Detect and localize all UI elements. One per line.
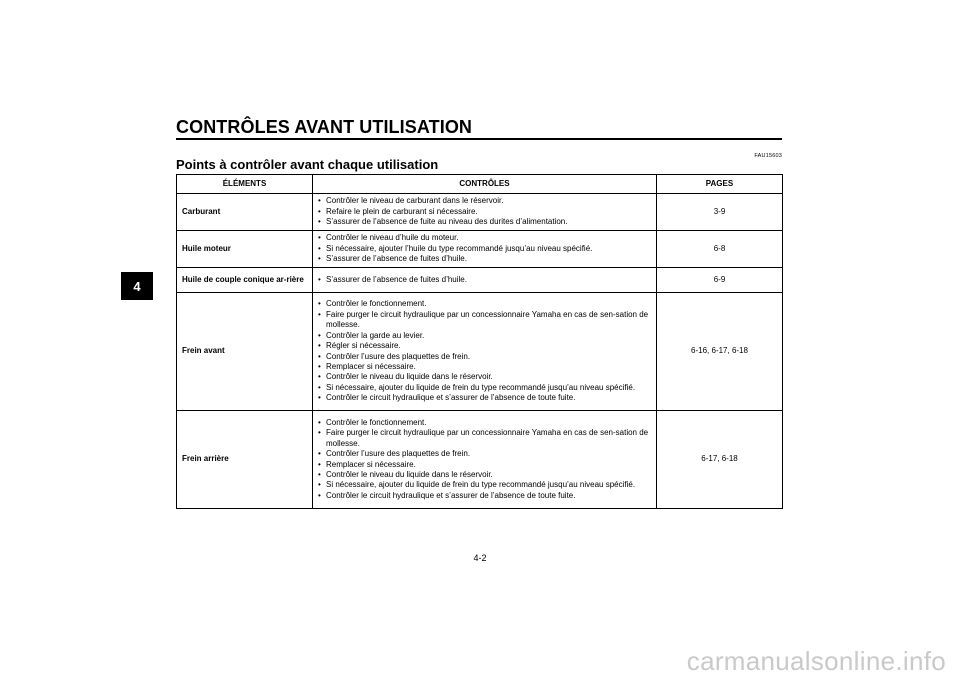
table-row [177,231,783,268]
row-item: Frein arrière [177,411,313,509]
checks-table [176,174,783,509]
list-item: • Contrôler le niveau du liquide dans le réservoir. [318,372,651,382]
list-item: • Contrôler le fonctionnement. [318,418,651,428]
checks-list [318,233,651,264]
checks-list [318,418,651,501]
section-title: Points à contrôler avant chaque utilisation [176,157,439,172]
list-item: • Contrôler le circuit hydraulique et s’assurer de l’absence de toute fuite. [318,393,651,403]
checks-list [318,299,651,403]
table-row [177,194,783,231]
list-item: • Contrôler la garde au levier. [318,331,651,341]
list-item: • Contrôler le niveau du liquide dans le réservoir. [318,470,651,480]
reference-code: FAU15603 [754,153,782,159]
list-item: • Contrôler le niveau d’huile du moteur. [318,233,651,243]
list-item: • Si nécessaire, ajouter du liquide de frein du type recommandé jusqu’au niveau spécifié. [318,383,651,393]
header-pages: PAGES [657,175,783,194]
row-item: Carburant [177,194,313,231]
row-item: Frein avant [177,293,313,411]
row-item: Huile moteur [177,231,313,268]
list-item: • S’assurer de l’absence de fuite au niveau des durites d’alimentation. [318,217,651,227]
page-number: 4-2 [473,553,487,563]
list-item: • Contrôler le fonctionnement. [318,299,651,309]
list-item: • Contrôler l’usure des plaquettes de frein. [318,449,651,459]
table-row [177,293,783,411]
row-checks [313,231,657,268]
list-item: • Si nécessaire, ajouter l’huile du type recommandé jusqu’au niveau spécifié. [318,244,651,254]
list-item: • Si nécessaire, ajouter du liquide de frein du type recommandé jusqu’au niveau spécifié. [318,480,651,490]
list-item: • Refaire le plein de carburant si nécessaire. [318,207,651,217]
row-pages: 6-17, 6-18 [657,411,783,509]
checks-list [318,275,651,285]
row-pages: 6-8 [657,231,783,268]
list-item: • S’assurer de l’absence de fuites d’huile. [318,254,651,264]
row-checks [313,411,657,509]
row-pages: 3-9 [657,194,783,231]
row-checks [313,293,657,411]
list-item: • Remplacer si nécessaire. [318,460,651,470]
list-item: • Remplacer si nécessaire. [318,362,651,372]
page-title: CONTRÔLES AVANT UTILISATION [176,117,473,137]
list-item: • Faire purger le circuit hydraulique par un concessionnaire Yamaha en cas de sen-sation de mollesse. [318,310,651,331]
list-item: • Faire purger le circuit hydraulique par un concessionnaire Yamaha en cas de sen-sation de mollesse. [318,428,651,449]
row-checks [313,194,657,231]
list-item: • Contrôler l’usure des plaquettes de frein. [318,352,651,362]
chapter-tab: 4 [121,272,153,300]
table-row [177,268,783,293]
header-items: ÉLÉMENTS [177,175,313,194]
header-checks: CONTRÔLES [313,175,657,194]
watermark: carmanualsonline.info [686,646,946,676]
list-item: • Contrôler le circuit hydraulique et s’assurer de l’absence de toute fuite. [318,491,651,501]
checks-list [318,196,651,227]
row-checks [313,268,657,293]
row-item: Huile de couple conique ar-rière [177,268,313,293]
list-item: • Contrôler le niveau de carburant dans le réservoir. [318,196,651,206]
row-pages: 6-16, 6-17, 6-18 [657,293,783,411]
title-rule [176,138,782,140]
row-pages: 6-9 [657,268,783,293]
table-row [177,411,783,509]
list-item: • Régler si nécessaire. [318,341,651,351]
table-header-row [177,175,783,194]
list-item: • S’assurer de l’absence de fuites d’huile. [318,275,651,285]
table-body [177,194,783,509]
